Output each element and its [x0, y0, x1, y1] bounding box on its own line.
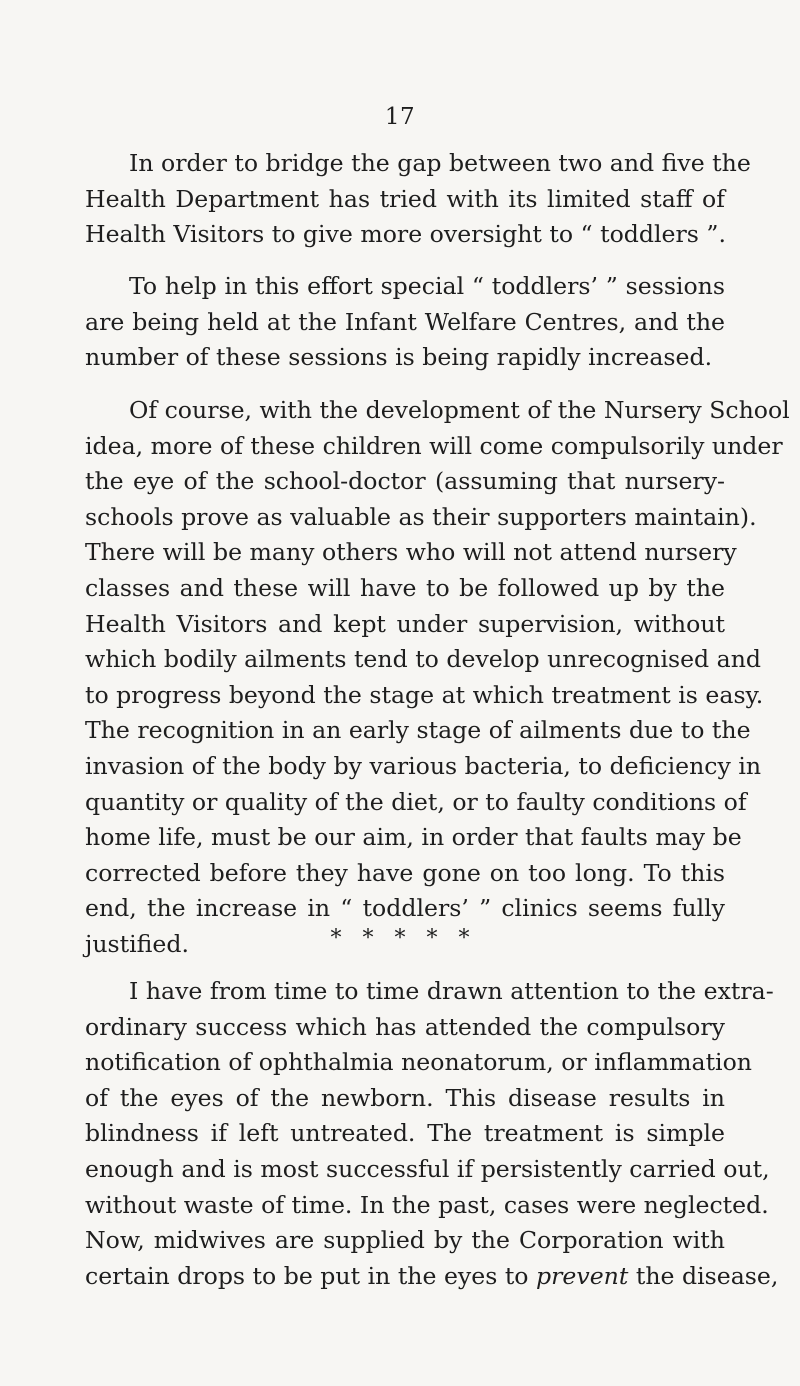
text-line: idea, more of these children will come compulsorily under — [85, 431, 783, 460]
text-line: Now, midwives are supplied by the Corporation with — [85, 1226, 725, 1255]
section-separator: * * * * * — [330, 926, 470, 951]
text-line: In order to bridge the gap between two and five the — [129, 149, 751, 177]
text-line: Of course, with the development of the Nursery School — [129, 396, 790, 424]
text-line: enough and is most successful if persistently carried out, — [85, 1154, 770, 1183]
text-line: schools prove as valuable as their supporters maintain). — [85, 502, 757, 531]
text-line: ordinary success which has attended the compulsory — [85, 1012, 725, 1041]
text-line: I have from time to time drawn attention to the extra- — [129, 977, 774, 1005]
page-number: 17 — [384, 104, 416, 130]
text-line: Health Department has tried with its limited staff of — [85, 184, 725, 213]
text-line: justified. — [85, 929, 189, 958]
text-line: to progress beyond the stage at which treatment is easy. — [85, 680, 764, 709]
text-line: quantity or quality of the diet, or to faulty conditions of — [85, 787, 747, 816]
text-line: Health Visitors and kept under supervision, without — [85, 609, 725, 638]
text-line: of the eyes of the newborn. This disease results in — [85, 1083, 725, 1112]
text-line: corrected before they have gone on too long. To this — [85, 858, 725, 887]
text-line: which bodily ailments tend to develop unrecognised and — [85, 645, 762, 674]
paragraph-ophthalmia — [85, 974, 779, 1294]
text-line: home life, must be our aim, in order that faults may be — [85, 823, 742, 852]
emphasized-word: prevent — [536, 1261, 629, 1290]
text-line-with-emphasis — [85, 1259, 779, 1295]
text-line: invasion of the body by various bacteria, to deficiency in — [85, 751, 762, 780]
text-line: blindness if left untreated. The treatment is simple — [85, 1119, 725, 1148]
text-line: To help in this effort special “ toddlers’ ” sessions — [129, 272, 725, 300]
text-line: The recognition in an early stage of ailments due to the — [85, 716, 751, 745]
text-line: number of these sessions is being rapidly increased. — [85, 343, 713, 372]
text-segment: certain drops to be put in the eyes to — [85, 1261, 537, 1290]
text-line: without waste of time. In the past, cases were neglected. — [85, 1190, 769, 1219]
paragraph-toddlers-sessions — [85, 269, 725, 376]
text-segment: the disease, — [628, 1261, 779, 1290]
text-line: are being held at the Infant Welfare Centres, and the — [85, 307, 725, 336]
text-line: the eye of the school-doctor (assuming that nursery- — [85, 467, 725, 496]
text-line: Health Visitors to give more oversight to “ toddlers ”. — [85, 220, 726, 249]
paragraph-nursery-school — [85, 393, 790, 963]
text-line: end, the increase in “ toddlers’ ” clinics seems fully — [85, 894, 725, 923]
text-line: notification of ophthalmia neonatorum, or inflammation — [85, 1048, 753, 1077]
text-line: There will be many others who will not attend nursery — [85, 538, 737, 567]
text-line: classes and these will have to be followed up by the — [85, 573, 725, 602]
paragraph-toddlers-gap — [85, 146, 751, 253]
